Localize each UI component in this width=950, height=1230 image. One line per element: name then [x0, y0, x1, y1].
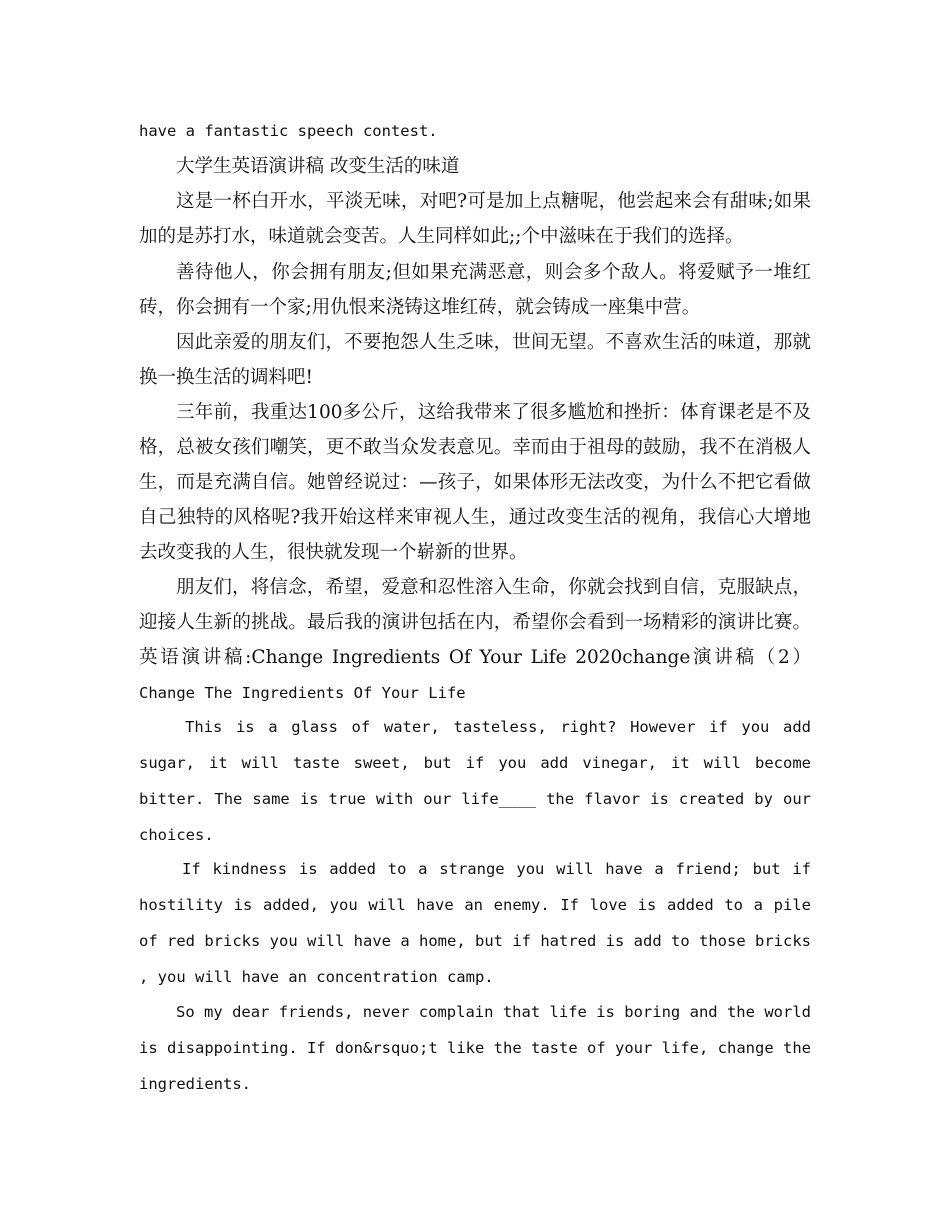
text-line: 这是一杯白开水，平淡无味，对吧?可是加上点糖呢，他尝起来会有甜味;如果 — [176, 191, 811, 212]
text-line: If kindness is added to a strange you will have a friend; but if — [182, 860, 811, 878]
text-line: choices. — [139, 826, 214, 844]
text-line: 迎接人生新的挑战。最后我的演讲包括在内，希望你会看到一场精彩的演讲比赛。 — [139, 612, 811, 633]
text-line: So my dear friends, never complain that life is boring and the world — [176, 1003, 811, 1021]
text-line: 生，而是充满自信。她曾经说过：—孩子，如果体形无法改变，为什么不把它看做 — [139, 472, 811, 493]
text-line: 去改变我的人生，很快就发现一个崭新的世界。 — [139, 542, 528, 563]
text-line: have a fantastic speech contest. — [139, 122, 438, 140]
text-line: 因此亲爱的朋友们，不要抱怨人生乏味，世间无望。不喜欢生活的味道，那就 — [176, 332, 811, 353]
text-line: is disappointing. If don&rsquo;t like the taste of your life, change the — [139, 1039, 811, 1057]
text-line: 砖，你会拥有一个家;用仇恨来浇铸这堆红砖，就会铸成一座集中营。 — [139, 297, 701, 318]
section-heading: 英语演讲稿:Change Ingredients Of Your Life 2020change演讲稿（2） — [139, 647, 811, 668]
text-line: This is a glass of water, tasteless, right? However if you add — [185, 718, 811, 736]
text-line: 朋友们，将信念，希望，爱意和忍性溶入生命，你就会找到自信，克服缺点， — [176, 577, 811, 598]
text-line: of red bricks you will have a home, but if hatred is add to those bricks — [139, 932, 811, 950]
text-line: 加的是苏打水，味道就会变苦。人生同样如此;;个中滋味在于我们的选择。 — [139, 226, 744, 247]
text-line: ingredients. — [139, 1075, 251, 1093]
text-line: 换一换生活的调料吧! — [139, 367, 313, 388]
text-line: bitter. The same is true with our life____ the flavor is created by our — [139, 790, 811, 808]
text-line: hostility is added, you will have an enemy. If love is added to a pile — [139, 896, 811, 914]
section-heading: 大学生英语演讲稿 改变生活的味道 — [176, 156, 460, 177]
text-line: 自己独特的风格呢?我开始这样来审视人生，通过改变生活的视角，我信心大增地 — [139, 507, 811, 528]
text-line: sugar, it will taste sweet, but if you add vinegar, it will become — [139, 754, 811, 772]
text-line: 格，总被女孩们嘲笑，更不敢当众发表意见。幸而由于祖母的鼓励，我不在消极人 — [139, 437, 811, 458]
text-line: , you will have an concentration camp. — [139, 968, 494, 986]
section-title: Change The Ingredients Of Your Life — [139, 684, 466, 702]
text-line: 三年前，我重达100多公斤，这给我带来了很多尴尬和挫折：体育课老是不及 — [176, 402, 811, 423]
text-line: 善待他人，你会拥有朋友;但如果充满恶意，则会多个敌人。将爱赋予一堆红 — [176, 262, 811, 283]
